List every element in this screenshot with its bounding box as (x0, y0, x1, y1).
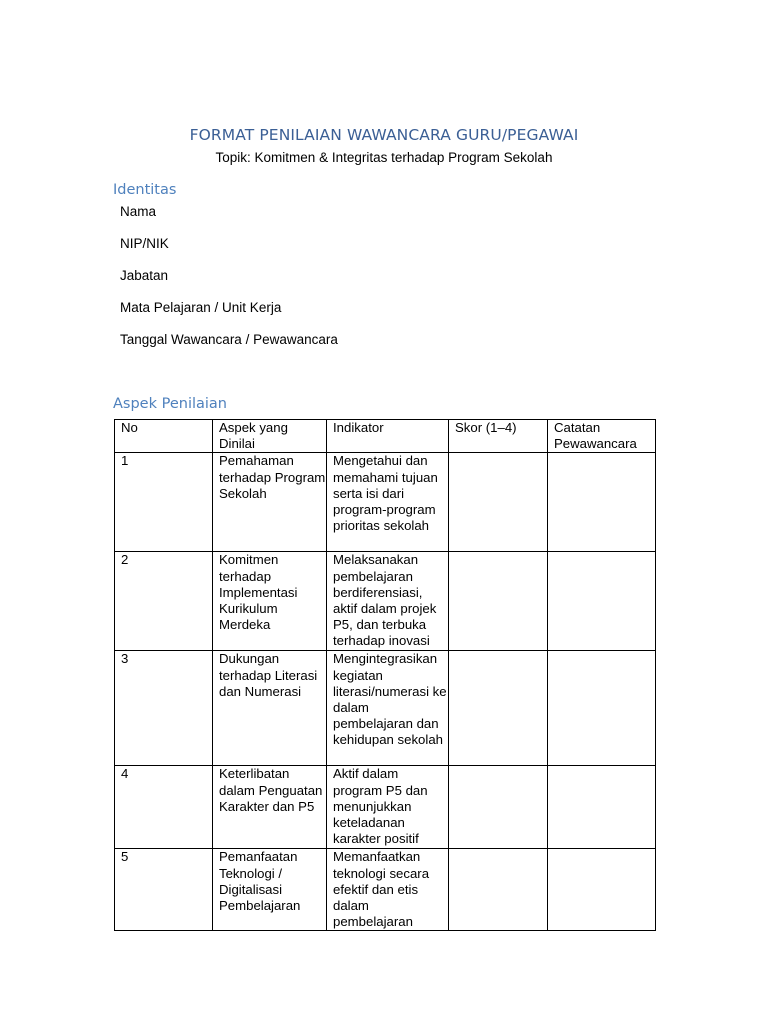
identity-field-list (120, 204, 338, 364)
cell-indikator: Melaksanakan pembelajaran berdiferensiasi, aktif dalam projek P5, dan terbuka terhadap inovasi (327, 552, 449, 651)
table-row (115, 651, 656, 766)
column-header-catatan: Catatan Pewawancara (548, 420, 656, 453)
document-title: FORMAT PENILAIAN WAWANCARA GURU/PEGAWAI (189, 126, 579, 144)
table-row (115, 453, 656, 552)
cell-catatan (548, 651, 656, 766)
cell-catatan (548, 453, 656, 552)
cell-no: 3 (115, 651, 213, 766)
cell-aspek: Komitmen terhadap Implementasi Kurikulum Merdeka (213, 552, 327, 651)
identity-field-mapel: Mata Pelajaran / Unit Kerja (120, 300, 282, 315)
table-row (115, 766, 656, 849)
identity-field-nip: NIP/NIK (120, 236, 169, 251)
identity-field-tanggal: Tanggal Wawancara / Pewawancara (120, 332, 338, 347)
cell-aspek: Pemanfaatan Teknologi / Digitalisasi Pembelajaran (213, 849, 327, 931)
table-row (115, 849, 656, 931)
column-header-indikator: Indikator (327, 420, 449, 453)
cell-aspek: Pemahaman terhadap Program Sekolah (213, 453, 327, 552)
assessment-table (114, 419, 656, 931)
table-row (115, 552, 656, 651)
cell-skor (449, 766, 548, 849)
column-header-skor: Skor (1–4) (449, 420, 548, 453)
cell-no: 5 (115, 849, 213, 931)
cell-indikator: Memanfaatkan teknologi secara efektif dan etis dalam pembelajaran (327, 849, 449, 931)
cell-skor (449, 453, 548, 552)
cell-aspek: Keterlibatan dalam Penguatan Karakter dan P5 (213, 766, 327, 849)
cell-aspek: Dukungan terhadap Literasi dan Numerasi (213, 651, 327, 766)
cell-catatan (548, 766, 656, 849)
cell-skor (449, 552, 548, 651)
identity-field-jabatan: Jabatan (120, 268, 169, 283)
cell-catatan (548, 552, 656, 651)
cell-indikator: Aktif dalam program P5 dan menunjukkan keteladanan karakter positif (327, 766, 449, 849)
cell-indikator: Mengintegrasikan kegiatan literasi/numerasi ke dalam pembelajaran dan kehidupan sekolah (327, 651, 449, 766)
table-header-row (115, 420, 656, 453)
cell-no: 4 (115, 766, 213, 849)
cell-indikator: Mengetahui dan memahami tujuan serta isi dari program-program prioritas sekolah (327, 453, 449, 552)
identitas-heading: Identitas (113, 182, 177, 198)
column-header-aspek: Aspek yang Dinilai (213, 420, 327, 453)
identity-field-nama: Nama (120, 204, 157, 219)
cell-catatan (548, 849, 656, 931)
cell-no: 1 (115, 453, 213, 552)
document-subtitle: Topik: Komitmen & Integritas terhadap Program Sekolah (215, 150, 553, 165)
cell-skor (449, 849, 548, 931)
cell-no: 2 (115, 552, 213, 651)
cell-skor (449, 651, 548, 766)
column-header-no: No (115, 420, 213, 453)
aspek-heading: Aspek Penilaian (113, 396, 227, 412)
